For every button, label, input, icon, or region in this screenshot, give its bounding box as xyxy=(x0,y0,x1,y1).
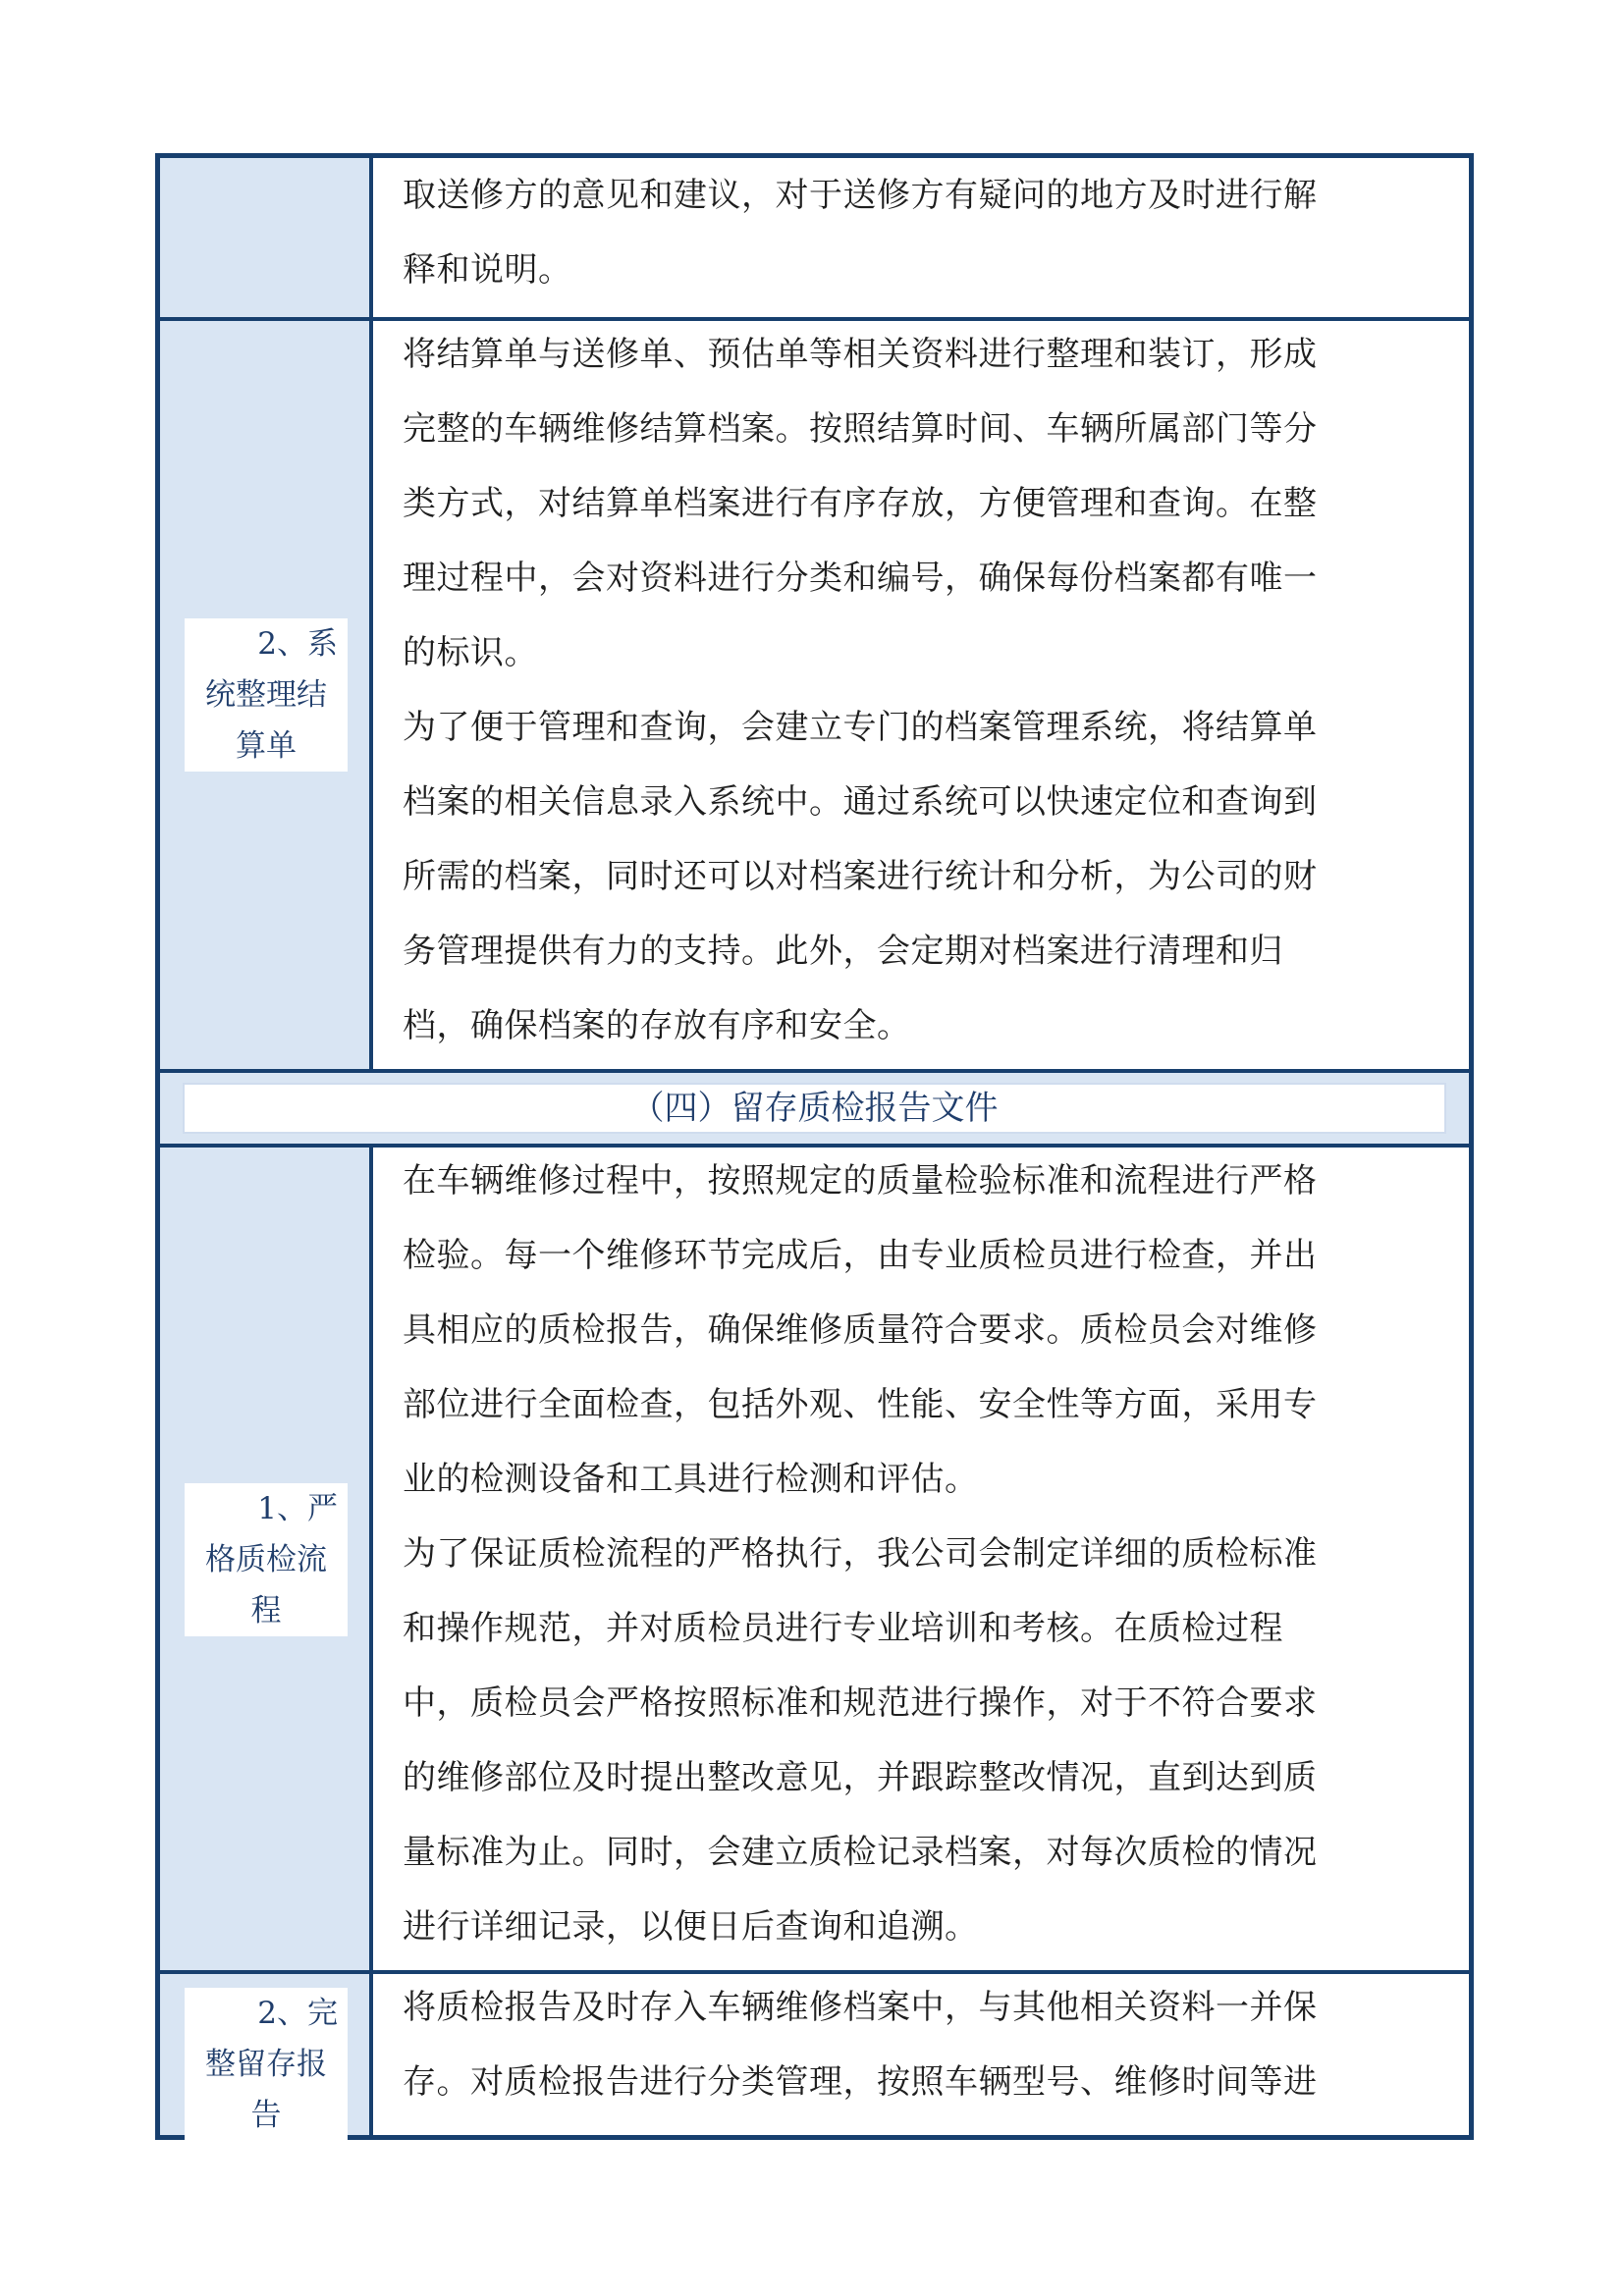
text-line: 存。对质检报告进行分类管理，按照车辆型号、维修时间等进 xyxy=(403,2062,1318,2102)
text-line: 将质检报告及时存入车辆维修档案中，与其他相关资料一并保 xyxy=(403,1988,1318,2027)
row-content-cell xyxy=(373,1148,1469,1970)
row-content-cell xyxy=(373,1974,1469,2135)
text-line: 为了便于管理和查询，会建立专门的档案管理系统，将结算单 xyxy=(403,708,1318,747)
text-line: 释和说明。 xyxy=(403,250,572,290)
text-line: 理过程中，会对资料进行分类和编号，确保每份档案都有唯一 xyxy=(403,559,1318,598)
row-label-cell xyxy=(160,1974,373,2135)
text-line: 取送修方的意见和建议，对于送修方有疑问的地方及时进行解 xyxy=(403,176,1318,215)
text-line: 类方式，对结算单档案进行有序存放，方便管理和查询。在整 xyxy=(403,484,1318,523)
row-content-cell xyxy=(373,158,1469,317)
label-line: 格质检流 xyxy=(205,1542,327,1577)
text-line: 检验。每一个维修环节完成后，由专业质检员进行检查，并出 xyxy=(403,1236,1318,1275)
row-label xyxy=(185,1988,348,2141)
section-title: （四）留存质检报告文件 xyxy=(183,1083,1446,1134)
paragraph xyxy=(403,1144,1445,1964)
label-line: 统整理结 xyxy=(205,677,327,713)
section-heading-row xyxy=(160,1069,1469,1144)
paragraph xyxy=(403,158,1445,307)
text-line: 完整的车辆维修结算档案。按照结算时间、车辆所属部门等分 xyxy=(403,409,1318,449)
text-line: 为了保证质检流程的严格执行，我公司会制定详细的质检标准 xyxy=(403,1534,1318,1574)
paragraph xyxy=(403,317,1445,1063)
text-line: 和操作规范，并对质检员进行专业培训和考核。在质检过程 xyxy=(403,1609,1283,1648)
label-line: 告 xyxy=(250,2098,282,2133)
content-table xyxy=(155,153,1474,2140)
text-line: 中，质检员会严格按照标准和规范进行操作，对于不符合要求 xyxy=(403,1683,1318,1723)
paragraph xyxy=(403,1970,1445,2119)
row-label-cell xyxy=(160,321,373,1069)
text-line: 在车辆维修过程中，按照规定的质量检验标准和流程进行严格 xyxy=(403,1161,1318,1201)
label-line: 程 xyxy=(250,1593,282,1629)
text-line: 的维修部位及时提出整改意见，并跟踪整改情况，直到达到质 xyxy=(403,1758,1318,1797)
table-row xyxy=(160,1144,1469,1970)
label-line: 算单 xyxy=(236,728,297,764)
text-line: 进行详细记录，以便日后查询和追溯。 xyxy=(403,1907,979,1947)
row-label-cell xyxy=(160,158,373,317)
row-label xyxy=(185,1483,348,1636)
text-line: 务管理提供有力的支持。此外，会定期对档案进行清理和归 xyxy=(403,932,1283,971)
text-line: 的标识。 xyxy=(403,633,538,672)
text-line: 档案的相关信息录入系统中。通过系统可以快速定位和查询到 xyxy=(403,782,1318,822)
table-row xyxy=(160,158,1469,317)
label-line: 2、系 xyxy=(257,626,338,662)
label-line: 2、完 xyxy=(257,1996,338,2031)
text-line: 将结算单与送修单、预估单等相关资料进行整理和装订，形成 xyxy=(403,335,1318,374)
text-line: 档，确保档案的存放有序和安全。 xyxy=(403,1006,911,1045)
text-line: 业的检测设备和工具进行检测和评估。 xyxy=(403,1460,979,1499)
row-label-cell xyxy=(160,1148,373,1970)
label-line: 整留存报 xyxy=(205,2047,327,2082)
row-label xyxy=(185,618,348,772)
text-line: 量标准为止。同时，会建立质检记录档案，对每次质检的情况 xyxy=(403,1833,1318,1872)
row-content-cell xyxy=(373,321,1469,1069)
text-line: 具相应的质检报告，确保维修质量符合要求。质检员会对维修 xyxy=(403,1310,1318,1350)
label-line: 1、严 xyxy=(257,1491,338,1526)
table-row xyxy=(160,1970,1469,2135)
table-row xyxy=(160,317,1469,1069)
text-line: 所需的档案，同时还可以对档案进行统计和分析，为公司的财 xyxy=(403,857,1318,896)
text-line: 部位进行全面检查，包括外观、性能、安全性等方面，采用专 xyxy=(403,1385,1318,1424)
